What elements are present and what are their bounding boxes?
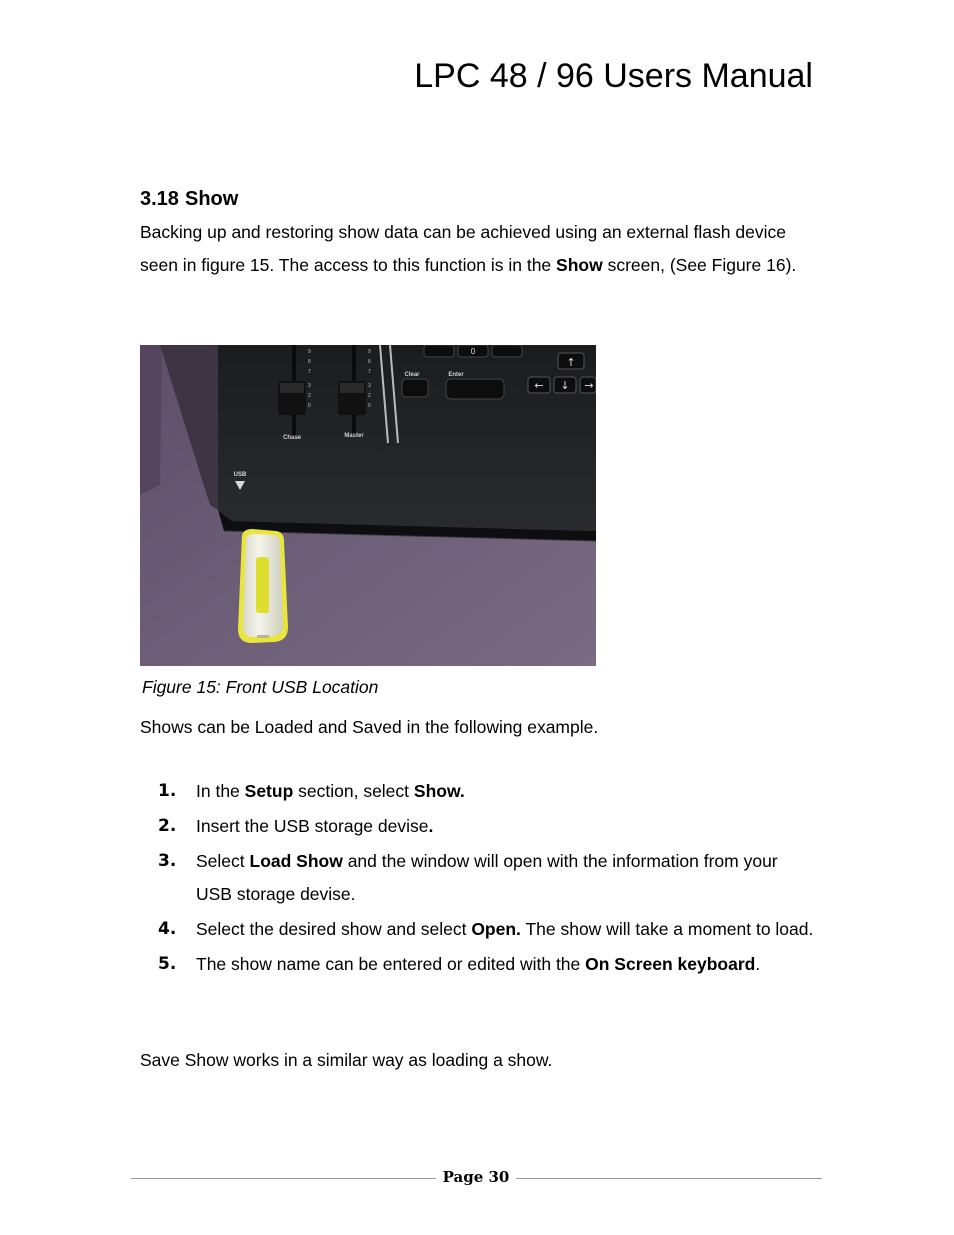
closing-paragraph: Save Show works in a similar way as loading a show. <box>140 1050 553 1070</box>
step-text: The show name can be entered or edited with the <box>196 953 586 974</box>
step-number: 3. <box>158 851 177 871</box>
svg-text:7: 7 <box>368 369 371 375</box>
svg-text:←: ← <box>534 379 544 392</box>
list-item <box>158 913 818 946</box>
steps-list <box>158 775 818 983</box>
section-title: Show <box>185 188 239 210</box>
svg-text:8: 8 <box>368 359 371 365</box>
step-bold: Load Show <box>249 851 343 871</box>
example-intro: Shows can be Loaded and Saved in the following example. <box>140 717 599 737</box>
svg-text:0: 0 <box>308 403 311 409</box>
step-number: 2. <box>158 816 177 836</box>
svg-text:9: 9 <box>368 349 371 355</box>
step-number: 1. <box>158 781 177 801</box>
svg-text:9: 9 <box>308 349 311 355</box>
intro-text: Backing up and restoring show data can be achieved using an external flash device seen in figure 15. The access to this function is in the <box>140 222 786 275</box>
step-text: . <box>755 953 761 974</box>
svg-text:2: 2 <box>308 393 311 399</box>
footer-rule-left <box>131 1178 436 1179</box>
page-number: Page 30 <box>442 1168 510 1186</box>
step-bold: Setup <box>244 781 294 801</box>
usb-flash-drive <box>238 529 288 643</box>
step-text: The show will take a moment to load. <box>520 918 814 939</box>
svg-text:7: 7 <box>308 369 311 375</box>
usb-photo-illustration <box>140 345 596 666</box>
clear-key <box>402 379 428 397</box>
svg-text:3: 3 <box>368 383 371 389</box>
enter-label: Enter <box>448 372 464 378</box>
intro-bold: Show <box>556 254 603 275</box>
list-item <box>158 948 818 981</box>
step-bold: Show. <box>413 781 465 801</box>
svg-text:→: → <box>584 379 594 392</box>
step-text: Select <box>196 851 250 871</box>
svg-text:3: 3 <box>308 383 311 389</box>
usb-photo <box>140 345 596 666</box>
document-title: LPC 48 / 96 Users Manual <box>414 57 813 95</box>
svg-text:↑: ↑ <box>566 356 576 369</box>
list-item <box>158 775 818 808</box>
section-number: 3.18 <box>140 188 179 210</box>
section-heading <box>140 186 238 212</box>
step-text: Insert the USB storage devise <box>196 816 429 836</box>
intro-paragraph <box>140 216 820 281</box>
svg-text:2: 2 <box>368 393 371 399</box>
svg-text:8: 8 <box>308 359 311 365</box>
clear-label: Clear <box>404 372 420 378</box>
master-label: Master <box>344 433 364 439</box>
zero-key-label: 0 <box>470 347 476 356</box>
usb-label: USB <box>233 472 247 478</box>
step-number: 5. <box>158 953 177 974</box>
step-number: 4. <box>158 918 177 939</box>
step-text: section, select <box>293 781 414 801</box>
step-text: and the window will open with the information from your USB storage devise. <box>196 851 778 904</box>
svg-text:0: 0 <box>368 403 371 409</box>
figure-caption: Figure 15: Front USB Location <box>142 677 379 697</box>
footer-rule-right <box>516 1178 822 1179</box>
step-text: In the <box>196 781 245 801</box>
chase-label: Chase <box>282 435 302 441</box>
svg-text:↓: ↓ <box>560 379 570 392</box>
step-bold: Open. <box>471 918 521 939</box>
step-text: Select the desired show and select <box>196 918 472 939</box>
list-item <box>158 845 818 910</box>
step-bold: On Screen keyboard <box>585 953 756 974</box>
enter-key <box>446 379 504 399</box>
step-bold: . <box>428 816 434 836</box>
list-item <box>158 810 818 843</box>
intro-text-end: screen, (See Figure 16). <box>602 254 797 275</box>
